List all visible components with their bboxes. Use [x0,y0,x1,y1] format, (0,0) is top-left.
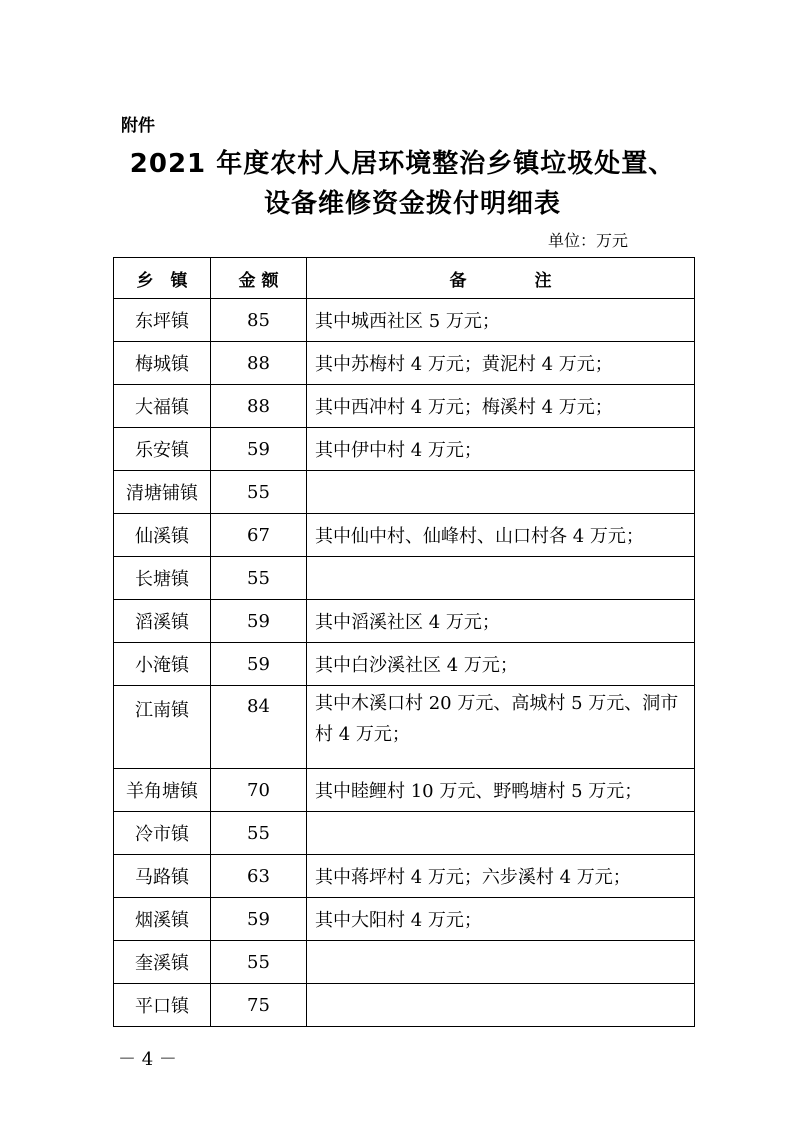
cell-amount: 55 [211,471,307,514]
cell-town: 马路镇 [114,855,211,898]
cell-note: 其中蒋坪村 4 万元；六步溪村 4 万元； [307,855,695,898]
attachment-label: 附件 [121,116,155,136]
cell-town: 大福镇 [114,385,211,428]
table-row [114,898,695,941]
cell-note: 其中睦鲤村 10 万元、野鸭塘村 5 万元； [307,769,695,812]
cell-amount: 67 [211,514,307,557]
cell-amount: 55 [211,557,307,600]
cell-amount: 84 [211,686,307,769]
table-row [114,514,695,557]
cell-town: 仙溪镇 [114,514,211,557]
document-title-line-1: 2021 年度农村人居环境整治乡镇垃圾处置、 [129,149,676,179]
cell-note [307,557,695,600]
cell-note: 其中大阳村 4 万元； [307,898,695,941]
cell-amount: 59 [211,600,307,643]
table-row [114,812,695,855]
cell-note: 其中苏梅村 4 万元；黄泥村 4 万元； [307,342,695,385]
cell-town: 平口镇 [114,984,211,1027]
unit-label: 单位：万元 [548,231,629,250]
cell-note: 其中城西社区 5 万元； [307,299,695,342]
table-row [114,855,695,898]
cell-town: 滔溪镇 [114,600,211,643]
cell-note: 其中白沙溪社区 4 万元； [307,643,695,686]
cell-town: 乐安镇 [114,428,211,471]
page-number: － 4 － [118,1049,177,1070]
header-note: 备 注 [307,258,695,299]
cell-amount: 55 [211,812,307,855]
header-amount: 金 额 [211,258,307,299]
table-row [114,686,695,769]
cell-town: 东坪镇 [114,299,211,342]
cell-amount: 59 [211,428,307,471]
funding-table [113,257,695,1027]
header-town: 乡 镇 [114,258,211,299]
cell-town: 羊角塘镇 [114,769,211,812]
cell-amount: 63 [211,855,307,898]
table-row [114,428,695,471]
cell-town: 长塘镇 [114,557,211,600]
cell-note: 其中滔溪社区 4 万元； [307,600,695,643]
cell-town: 奎溪镇 [114,941,211,984]
cell-town: 江南镇 [114,686,211,769]
table-row [114,557,695,600]
cell-amount: 88 [211,342,307,385]
table-row [114,600,695,643]
cell-town: 清塘铺镇 [114,471,211,514]
cell-note: 其中西冲村 4 万元；梅溪村 4 万元； [307,385,695,428]
cell-amount: 88 [211,385,307,428]
table-row [114,941,695,984]
cell-amount: 70 [211,769,307,812]
cell-amount: 75 [211,984,307,1027]
cell-note [307,471,695,514]
cell-amount: 59 [211,898,307,941]
table-row [114,984,695,1027]
cell-note [307,984,695,1027]
cell-town: 冷市镇 [114,812,211,855]
cell-amount: 59 [211,643,307,686]
cell-note: 其中仙中村、仙峰村、山口村各 4 万元； [307,514,695,557]
cell-note [307,812,695,855]
cell-town: 梅城镇 [114,342,211,385]
table-row [114,299,695,342]
cell-note [307,941,695,984]
table-row [114,471,695,514]
table-row [114,769,695,812]
cell-note: 其中伊中村 4 万元； [307,428,695,471]
cell-town: 烟溪镇 [114,898,211,941]
document-title-line-2: 设备维修资金拨付明细表 [263,189,561,219]
cell-amount: 55 [211,941,307,984]
table-row [114,342,695,385]
table-header-row [114,258,695,299]
cell-note: 其中木溪口村 20 万元、高城村 5 万元、洞市村 4 万元； [307,686,695,769]
table-row [114,385,695,428]
cell-town: 小淹镇 [114,643,211,686]
table-row [114,643,695,686]
cell-amount: 85 [211,299,307,342]
